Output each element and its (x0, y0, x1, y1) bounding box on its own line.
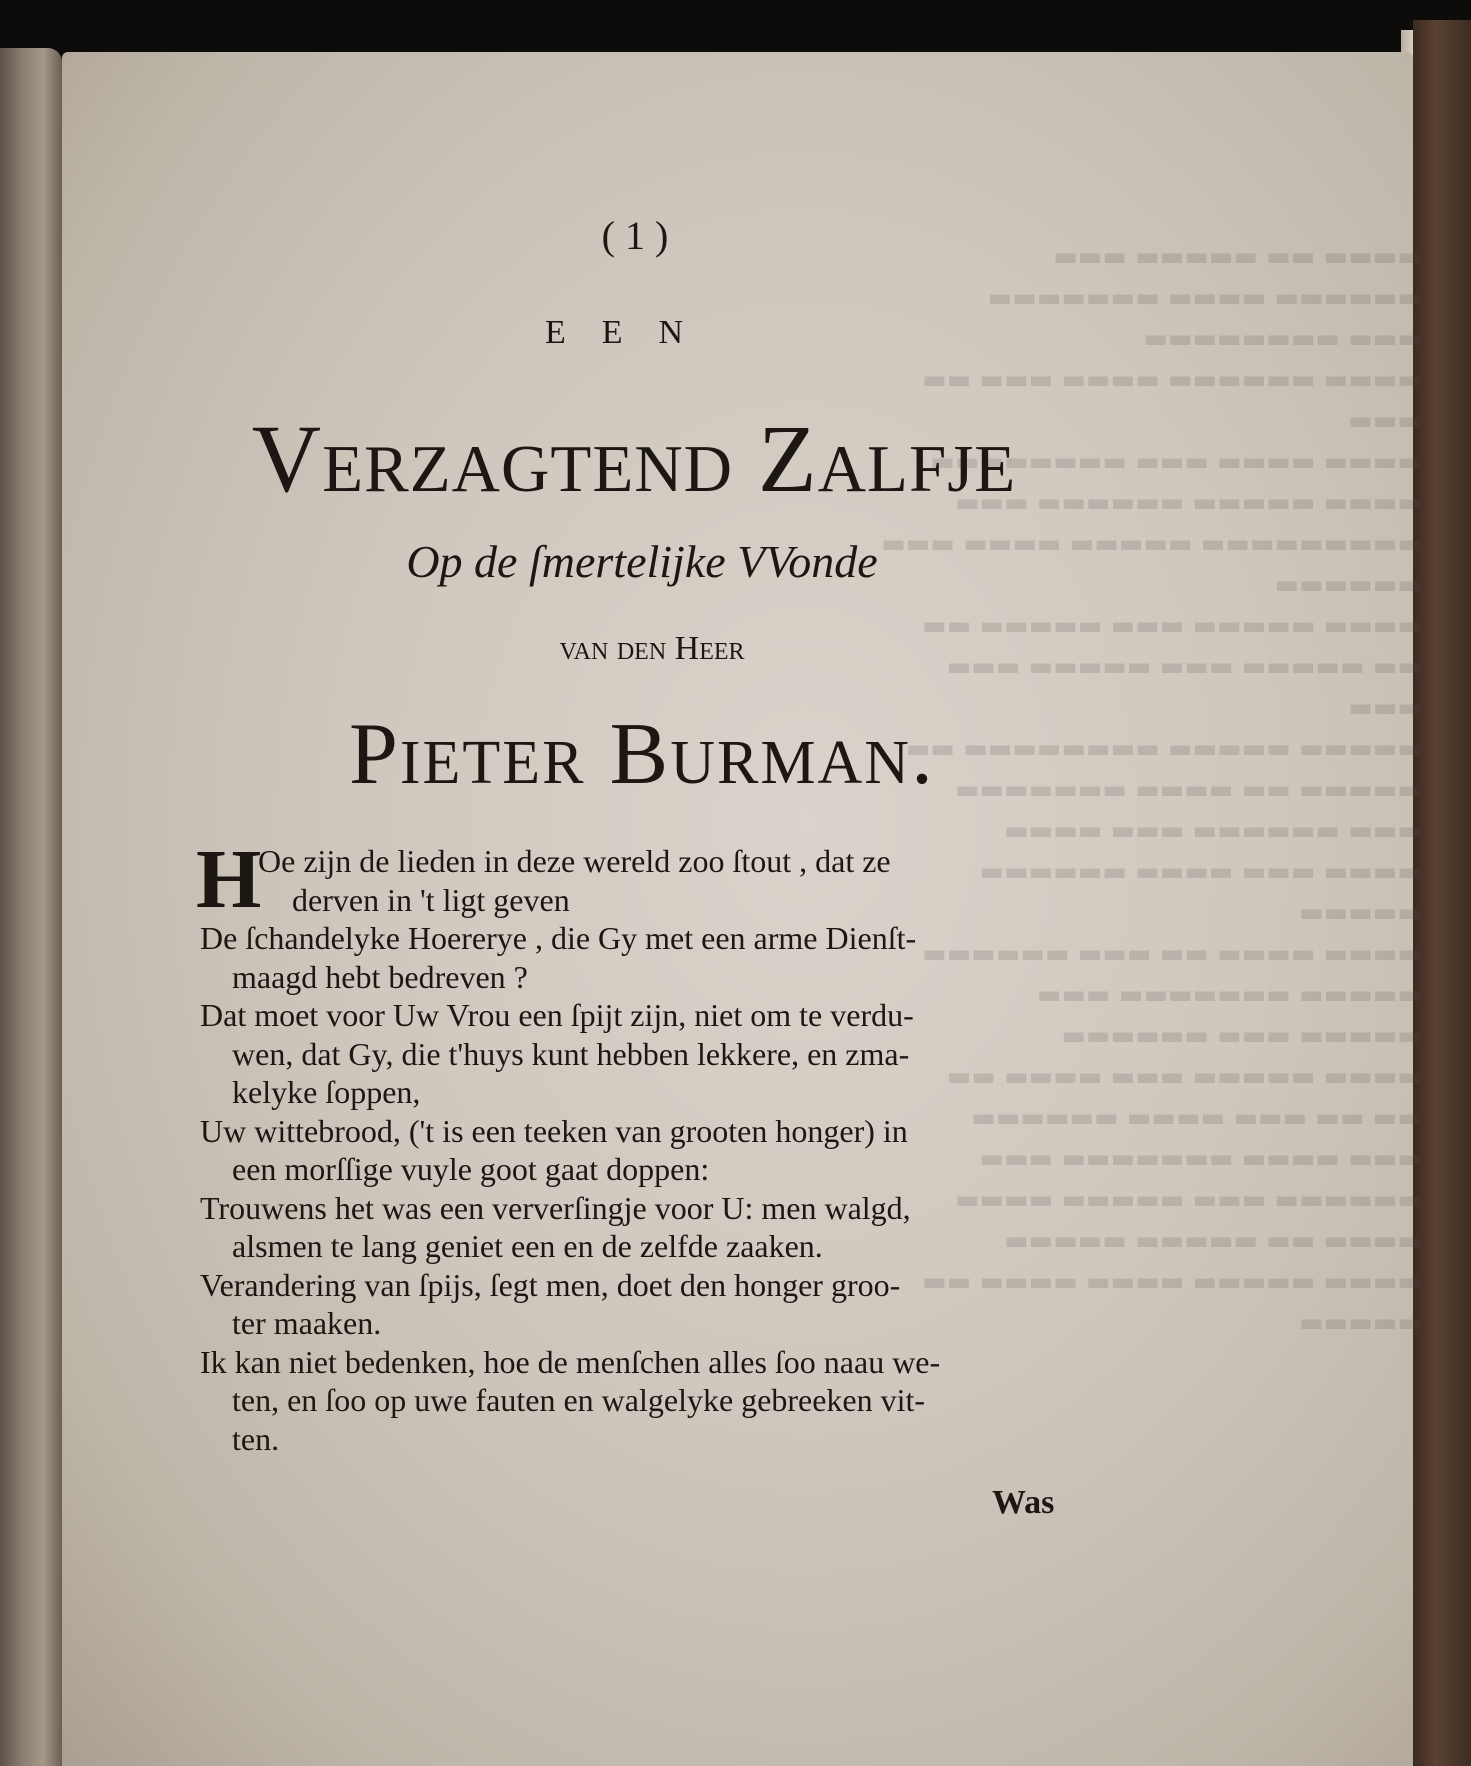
page-title: Verzagtend Zalfje (251, 405, 1017, 512)
line: Verandering van ſpijs, ſegt men, doet den honger groo- (200, 1266, 901, 1303)
line: De ſchandelyke Hoererye , die Gy met een arme Dienſt- (200, 920, 917, 956)
left-page-edge (0, 48, 62, 1766)
line: ter maaken. (232, 1305, 382, 1341)
book-page (62, 52, 1422, 1766)
line: wen, dat Gy, die t'huys kunt hebben lekkere, en zma- (232, 1035, 910, 1072)
line: een morſſige vuyle goot gaat doppen: (232, 1151, 710, 1187)
line: alsmen te lang geniet een en de zelfde zaaken. (232, 1228, 823, 1264)
paragraph (200, 996, 1090, 1112)
line: ten, en ſoo op uwe fauten en walgelyke gebreeken vit- (232, 1382, 926, 1418)
heading-een: EEN (544, 314, 720, 351)
line: ten. (232, 1420, 280, 1457)
poem-body (196, 833, 1090, 1458)
line: Oe zijn de lieden in deze wereld zoo ſtout , dat ze (258, 843, 891, 879)
line: Ik kan niet bedenken, hoe de menſchen alles ſoo naau we- (200, 1343, 941, 1380)
paragraph (200, 919, 1090, 996)
paragraph (200, 1343, 1090, 1459)
line: Dat moet voor Uw Vrou een ſpijt zijn, niet om te verdu- (200, 997, 914, 1033)
line: kelyke ſoppen, (232, 1074, 421, 1110)
drop-cap: H (196, 833, 262, 926)
paragraph (200, 1189, 1090, 1266)
subtitle: Op de ſmertelijke VVonde (406, 536, 878, 587)
page-number: (1) (601, 213, 679, 258)
author-name: Pieter Burman. (348, 706, 936, 803)
line: maagd hebt bedreven ? (232, 958, 528, 995)
book-binding (1413, 20, 1471, 1766)
van-den-heer: van den Heer (559, 630, 745, 667)
printed-text (62, 52, 1413, 1766)
catchword: Was (992, 1484, 1055, 1521)
line: derven in 't ligt geven (292, 881, 570, 918)
line: Uw wittebrood, ('t is een teeken van grooten honger) in (200, 1112, 908, 1149)
paragraph (200, 1112, 1090, 1189)
line: Trouwens het was een ververſingje voor U: men walgd, (200, 1189, 911, 1226)
paragraph (200, 1266, 1090, 1343)
paragraph (196, 833, 1090, 926)
bleed-through-texture: ▬▬▬▬ ▬▬ ▬▬▬▬▬ ▬▬▬ ▬▬▬▬▬▬ ▬▬▬▬ ▬▬▬▬▬▬▬ ▬▬▬ ▬▬▬▬▬▬▬▬ ▬▬▬▬ ▬▬▬▬▬▬ ▬▬▬▬ ▬▬▬ ▬▬ ▬▬▬ ▬▬▬▬ ▬▬▬▬ ▬▬▬ ▬▬▬▬▬▬▬▬ ▬▬▬▬ ▬▬▬▬▬ ▬▬▬▬▬▬ ▬▬▬ ▬▬▬▬▬▬▬▬▬ ▬▬▬▬▬ ▬▬▬▬ ▬▬▬ ▬▬▬▬▬▬ ▬▬▬▬ ▬▬▬▬▬ ▬▬▬ ▬▬▬▬▬ ▬▬ ▬▬ ▬▬▬▬▬ ▬▬▬ ▬▬▬▬▬ ▬▬▬ ▬▬▬ ▬▬▬▬▬ ▬▬▬▬▬ ▬▬▬▬▬▬▬▬ ▬▬ ▬▬▬▬▬ ▬▬ ▬▬▬▬ ▬▬▬▬▬▬▬ ▬▬▬ ▬▬▬▬▬▬ ▬▬▬ ▬▬▬▬ ▬▬▬▬ ▬▬▬ ▬▬▬▬ ▬▬▬▬▬▬ ▬▬▬▬▬ ▬▬▬▬ ▬▬▬▬ ▬▬ ▬▬▬ ▬▬▬▬▬▬ ▬▬▬▬▬ ▬▬▬▬▬▬▬ ▬▬▬ ▬▬▬▬▬ ▬▬▬ ▬▬▬▬▬▬ ▬▬▬▬ ▬▬▬▬▬ ▬▬▬ ▬▬▬▬ ▬▬ ▬▬ ▬▬ ▬▬▬ ▬▬▬▬ ▬▬▬▬▬▬ ▬▬▬ ▬▬▬▬ ▬▬▬▬▬▬▬ ▬▬▬ ▬▬▬▬▬▬ ▬▬▬ ▬▬▬▬▬ ▬▬▬▬ ▬▬▬▬ ▬▬ ▬▬▬▬▬ ▬▬▬▬▬ ▬▬▬▬ ▬▬▬▬▬ ▬▬▬▬ ▬▬▬▬ ▬▬ ▬▬▬▬▬ (881, 242, 1422, 1338)
